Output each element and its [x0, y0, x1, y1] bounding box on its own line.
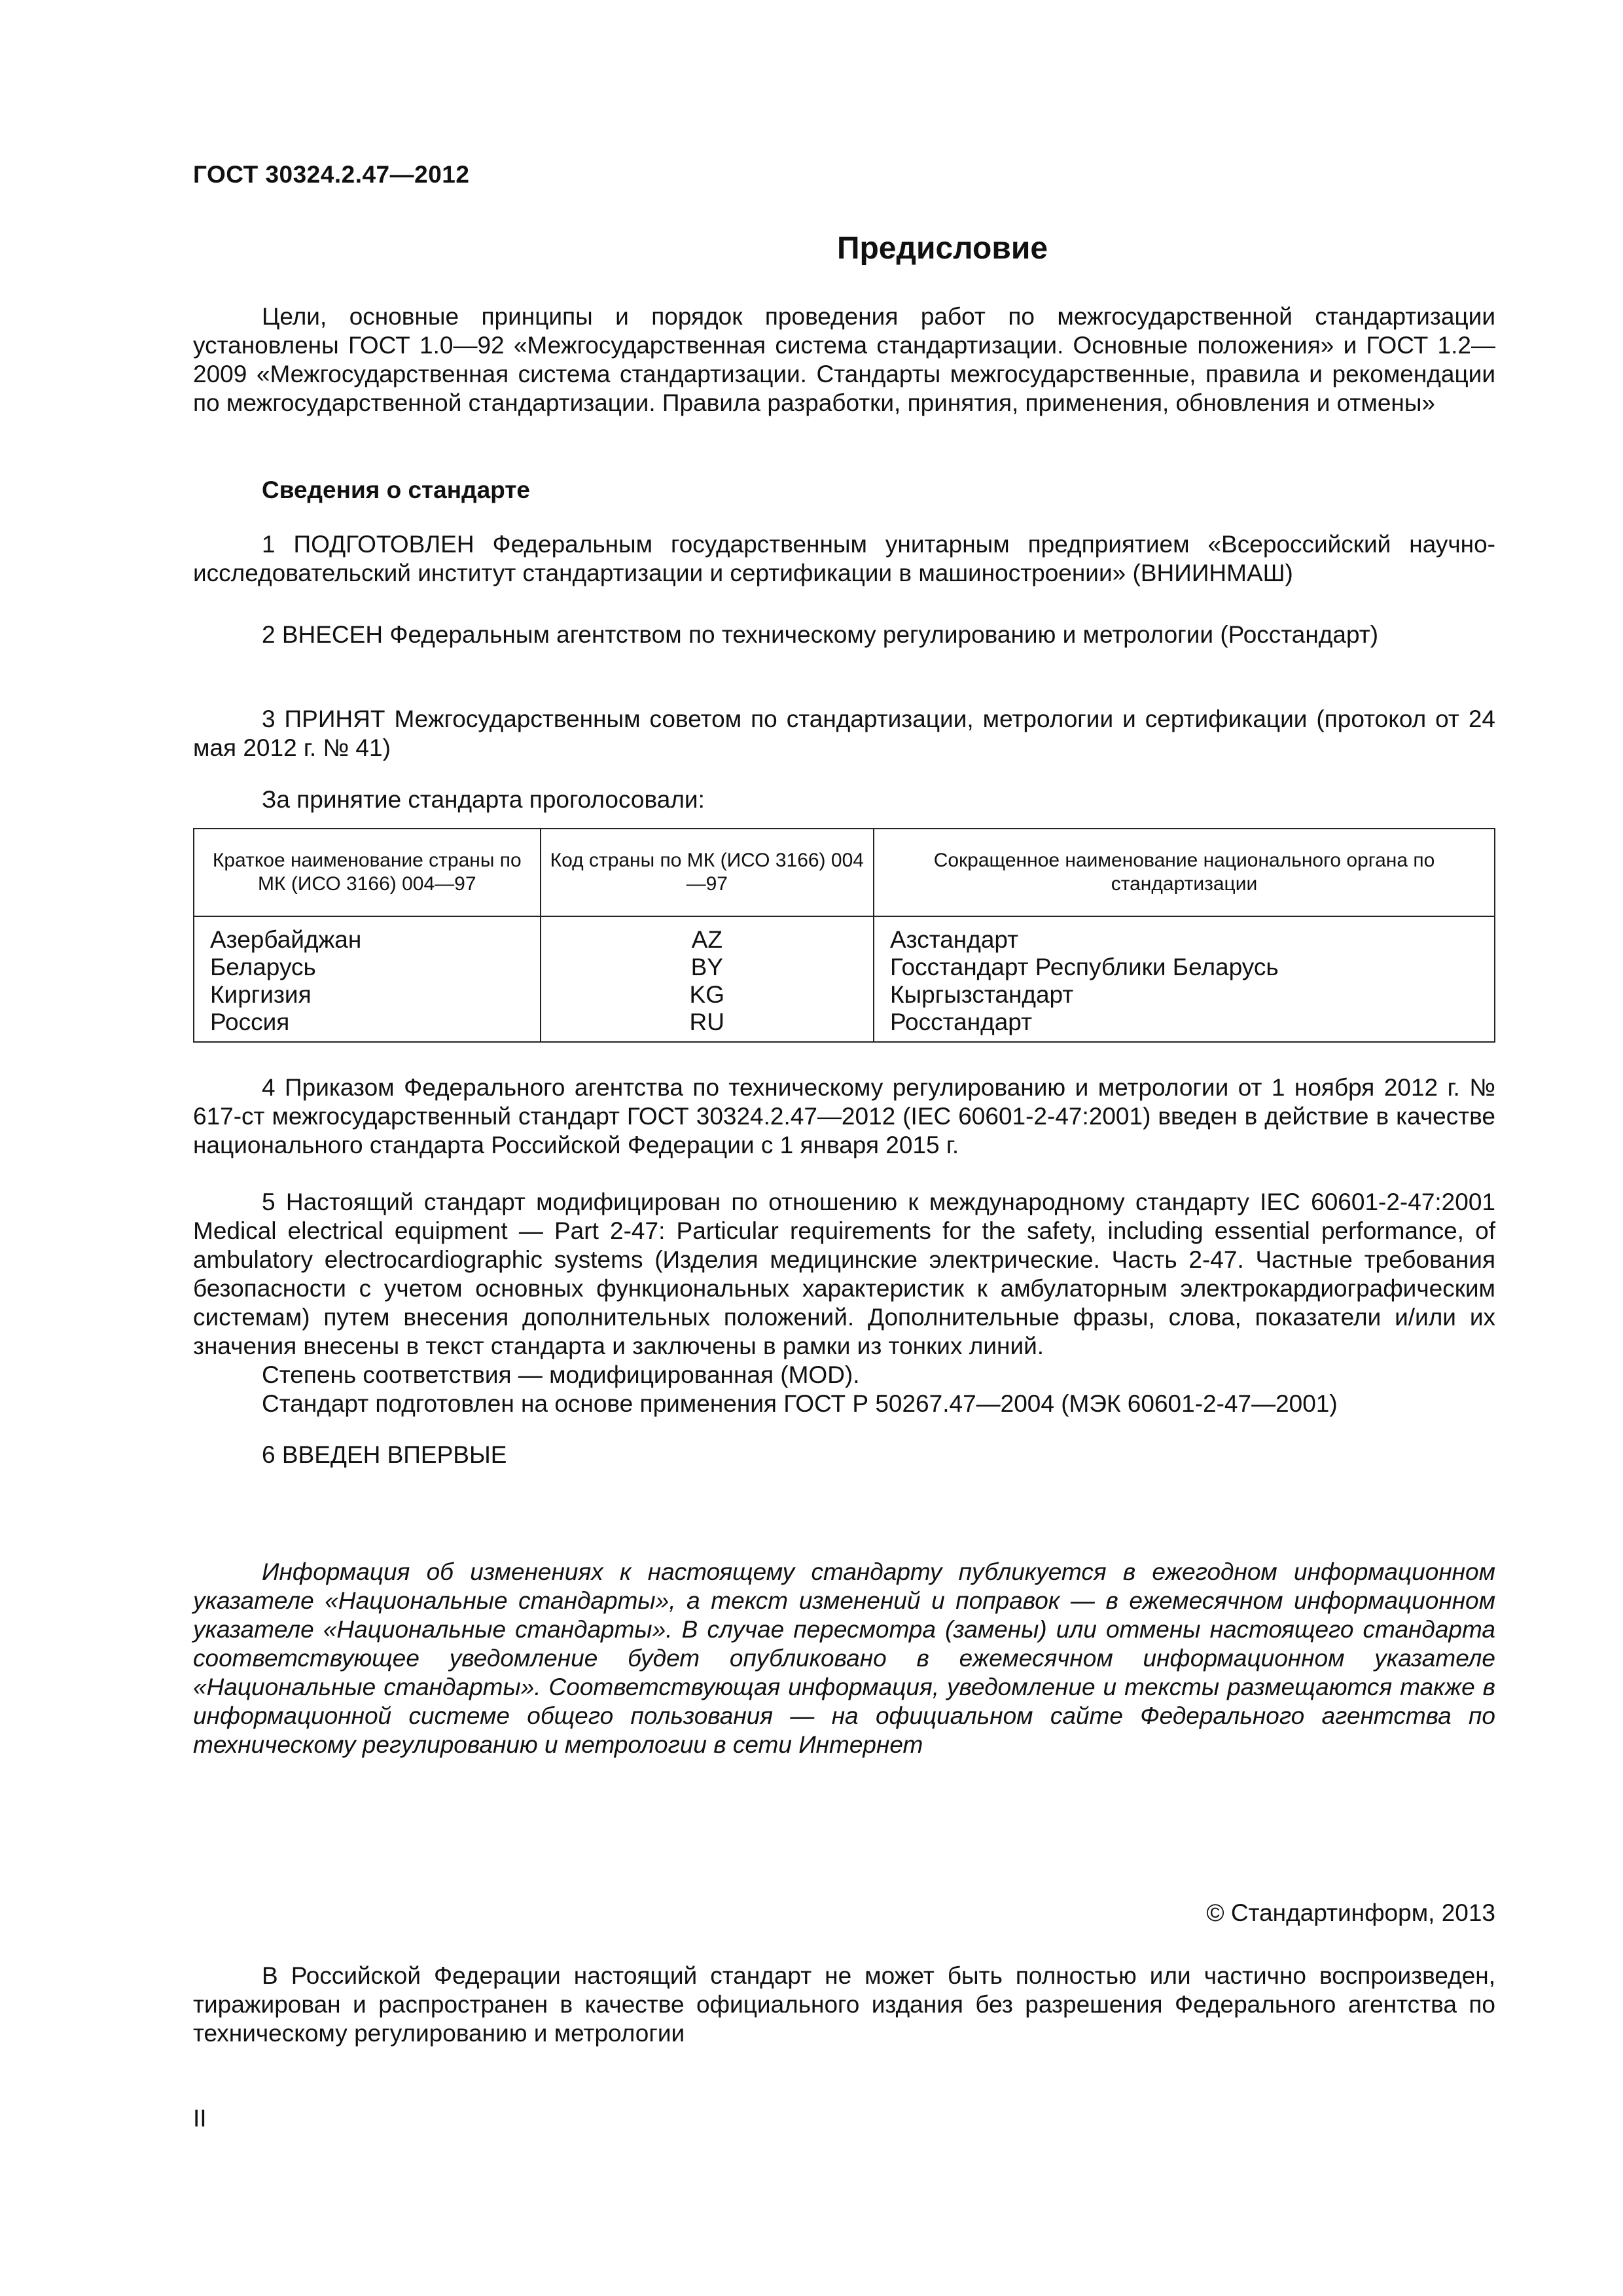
table-cell-code: KG — [541, 981, 874, 1009]
item-5-text: 5 Настоящий стандарт модифицирован по отношению к международному стандарту IEC 60601-2-47:2001 Medical electrical equipment — Part 2-47: Particular requirements for the safety, including essential performance, of ambulatory electrocardiographic systems (Изделия медицинские электрические. Часть 2-47. Частные требования безопасности с учетом основных функциональных характеристик к амбулаторным электрокардиографическим системам) путем внесения дополнительных положений. Дополнительные фразы, слова, показатели и/или их значения внесены в текст стандарта и заключены в рамки из тонких линий. — [193, 1189, 1495, 1359]
item-6 — [193, 1441, 1495, 1469]
info-heading: Сведения о стандарте — [262, 476, 530, 503]
item-5 — [193, 1188, 1495, 1361]
table-row — [194, 916, 1495, 954]
table-header-body: Сокращенное наименование национального органа по стандартизации — [874, 829, 1495, 916]
table-cell-country: Россия — [194, 1009, 541, 1042]
item-4 — [193, 1073, 1495, 1160]
legal-notice — [193, 1962, 1495, 2048]
changes-notice-text: Информация об изменениях к настоящему стандарту публикуется в ежегодном информационном указателе «Национальные стандарты», а текст изменений и поправок — в ежемесячном информационном указателе «Национальные стандарты». В случае пересмотра (замены) или отмены настоящего стандарта соответствующее уведомление будет опубликовано в ежемесячном информационном указателе «Национальные стандарты». Соответствующая информация, уведомление и тексты размещаются также в информационной системе общего пользования — на официальном сайте Федерального агентства по техническому регулированию и метрологии в сети Интернет — [193, 1558, 1495, 1758]
item-5-degree-text: Степень соответствия — модифицированная (MOD). — [262, 1361, 860, 1388]
table-row — [194, 1009, 1495, 1042]
item-5-basis — [193, 1390, 1495, 1418]
table-cell-country: Киргизия — [194, 981, 541, 1009]
table-cell-body: Азстандарт — [874, 916, 1495, 954]
item-5-basis-text: Стандарт подготовлен на основе применения ГОСТ Р 50267.47—2004 (МЭК 60601-2-47—2001) — [262, 1390, 1338, 1417]
document-header: ГОСТ 30324.2.47—2012 — [193, 161, 470, 188]
legal-notice-text: В Российской Федерации настоящий стандарт не может быть полностью или частично воспроизведен, тиражирован и распространен в качестве официального издания без разрешения Федерального агентства по техническому регулированию и метрологии — [193, 1962, 1495, 2047]
intro-paragraph — [193, 302, 1495, 418]
table-cell-body: Росстандарт — [874, 1009, 1495, 1042]
item-1 — [193, 530, 1495, 588]
voted-label-text: За принятие стандарта проголосовали: — [262, 786, 705, 813]
item-2 — [193, 620, 1495, 649]
table-cell-code: AZ — [541, 916, 874, 954]
table-cell-code: BY — [541, 954, 874, 981]
votes-table — [193, 828, 1495, 1043]
changes-notice — [193, 1558, 1495, 1759]
document-page — [193, 0, 1495, 2296]
intro-text: Цели, основные принципы и порядок проведения работ по межгосударственной стандартизации установлены ГОСТ 1.0—92 «Межгосударственная система стандартизации. Основные положения» и ГОСТ 1.2—2009 «Межгосударственная система стандартизации. Стандарты межгосударственные, правила и рекомендации по межгосударственной стандартизации. Правила разработки, принятия, применения, обновления и отмены» — [193, 303, 1495, 416]
page-number: II — [193, 2105, 207, 2132]
table-cell-body: Кыргызстандарт — [874, 981, 1495, 1009]
voted-label — [193, 785, 1495, 814]
table-header-code: Код страны по МК (ИСО 3166) 004—97 — [541, 829, 874, 916]
copyright: © Стандартинформ, 2013 — [1206, 1899, 1495, 1926]
table-header-country: Краткое наименование страны по МК (ИСО 3166) 004—97 — [194, 829, 541, 916]
item-3-text: 3 ПРИНЯТ Межгосударственным советом по стандартизации, метрологии и сертификации (протокол от 24 мая 2012 г. № 41) — [193, 706, 1495, 761]
table-cell-country: Беларусь — [194, 954, 541, 981]
item-4-text: 4 Приказом Федерального агентства по техническому регулированию и метрологии от 1 ноября 2012 г. № 617-ст межгосударственный стандарт ГОСТ 30324.2.47—2012 (IEC 60601-2-47:2001) введен в действие в качестве национального стандарта Российской Федерации с 1 января 2015 г. — [193, 1074, 1495, 1158]
item-5-degree — [193, 1361, 1495, 1390]
table-header-row — [194, 829, 1495, 916]
table-cell-code: RU — [541, 1009, 874, 1042]
item-6-text: 6 ВВЕДЕН ВПЕРВЫЕ — [262, 1441, 507, 1468]
table-row — [194, 954, 1495, 981]
table-cell-body: Госстандарт Республики Беларусь — [874, 954, 1495, 981]
item-3 — [193, 705, 1495, 762]
table-cell-country: Азербайджан — [194, 916, 541, 954]
item-1-text: 1 ПОДГОТОВЛЕН Федеральным государственным унитарным предприятием «Всероссийский научно-исследовательский институт стандартизации и сертификации в машиностроении» (ВНИИНМАШ) — [193, 531, 1495, 586]
page-title: Предисловие — [836, 231, 1048, 266]
table-row — [194, 981, 1495, 1009]
item-2-text: 2 ВНЕСЕН Федеральным агентством по техническому регулированию и метрологии (Росстандарт) — [262, 621, 1379, 648]
